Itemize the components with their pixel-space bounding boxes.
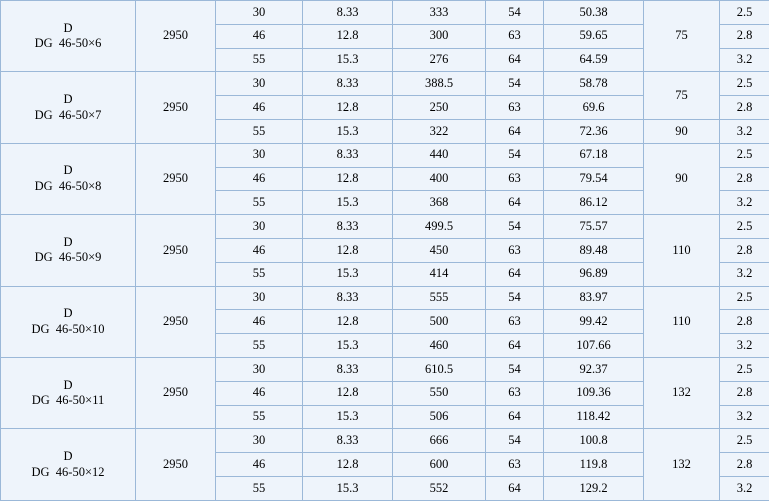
table-row — [1, 357, 769, 381]
cell-c4: 64 — [486, 262, 544, 286]
cell-c1: 30 — [216, 286, 303, 310]
cell-c2: 15.3 — [303, 334, 393, 358]
table-row — [1, 215, 769, 239]
cell-c7: 2.5 — [720, 72, 769, 96]
cell-c4: 63 — [486, 310, 544, 334]
model-line-1: D — [63, 306, 73, 321]
cell-c1: 55 — [216, 191, 303, 215]
cell-c7: 2.8 — [720, 96, 769, 120]
model-line-2: DG 46-50×6 — [34, 36, 102, 51]
cell-c1: 46 — [216, 238, 303, 262]
cell-c4: 64 — [486, 119, 544, 143]
cell-c2: 12.8 — [303, 238, 393, 262]
cell-c2: 12.8 — [303, 381, 393, 405]
cell-c3: 550 — [393, 381, 486, 405]
cell-c1: 55 — [216, 334, 303, 358]
model-line-1: D — [63, 91, 73, 106]
cell-c7: 3.2 — [720, 405, 769, 429]
cell-c4: 63 — [486, 453, 544, 477]
cell-c5: 83.97 — [544, 286, 644, 310]
cell-c7: 3.2 — [720, 48, 769, 72]
cell-c1: 55 — [216, 476, 303, 500]
cell-c1: 30 — [216, 143, 303, 167]
cell-c2: 8.33 — [303, 286, 393, 310]
cell-c1: 30 — [216, 215, 303, 239]
cell-c2: 15.3 — [303, 262, 393, 286]
cell-c3: 506 — [393, 405, 486, 429]
cell-c7: 2.8 — [720, 167, 769, 191]
cell-c4: 64 — [486, 405, 544, 429]
cell-c4: 54 — [486, 143, 544, 167]
model-line-2: DG 46-50×9 — [34, 250, 102, 265]
cell-c2: 8.33 — [303, 72, 393, 96]
cell-c7: 2.8 — [720, 453, 769, 477]
table-row — [1, 143, 769, 167]
cell-c5: 99.42 — [544, 310, 644, 334]
cell-c5: 86.12 — [544, 191, 644, 215]
cell-c5: 64.59 — [544, 48, 644, 72]
table-row — [1, 286, 769, 310]
cell-model — [1, 357, 136, 428]
cell-c2: 12.8 — [303, 24, 393, 48]
cell-c7: 2.5 — [720, 1, 769, 25]
cell-c1: 46 — [216, 381, 303, 405]
cell-c5: 75.57 — [544, 215, 644, 239]
cell-c2: 8.33 — [303, 143, 393, 167]
cell-c2: 8.33 — [303, 429, 393, 453]
cell-speed: 2950 — [136, 72, 216, 143]
cell-motor-power: 75 — [644, 1, 720, 72]
cell-c2: 8.33 — [303, 357, 393, 381]
cell-motor-power: 75 — [644, 72, 720, 120]
cell-c2: 15.3 — [303, 48, 393, 72]
cell-c1: 55 — [216, 405, 303, 429]
cell-c2: 12.8 — [303, 96, 393, 120]
cell-c3: 414 — [393, 262, 486, 286]
cell-c1: 30 — [216, 429, 303, 453]
cell-motor-power: 110 — [644, 215, 720, 286]
cell-motor-power: 132 — [644, 429, 720, 501]
cell-c4: 54 — [486, 357, 544, 381]
model-line-1: D — [63, 377, 73, 392]
cell-c1: 55 — [216, 48, 303, 72]
cell-c2: 15.3 — [303, 476, 393, 500]
cell-c7: 2.5 — [720, 143, 769, 167]
cell-c3: 300 — [393, 24, 486, 48]
cell-c4: 64 — [486, 476, 544, 500]
cell-c5: 100.8 — [544, 429, 644, 453]
model-line-1: D — [63, 20, 73, 35]
cell-c7: 2.8 — [720, 238, 769, 262]
cell-c1: 46 — [216, 453, 303, 477]
cell-c7: 2.5 — [720, 215, 769, 239]
cell-c5: 119.8 — [544, 453, 644, 477]
cell-speed: 2950 — [136, 357, 216, 428]
cell-c4: 64 — [486, 48, 544, 72]
cell-motor-power: 90 — [644, 119, 720, 143]
cell-c4: 54 — [486, 429, 544, 453]
cell-c4: 63 — [486, 381, 544, 405]
cell-c4: 54 — [486, 1, 544, 25]
table-body — [1, 1, 769, 501]
cell-c7: 2.5 — [720, 286, 769, 310]
cell-model — [1, 215, 136, 286]
model-line-2: DG 46-50×10 — [31, 321, 105, 336]
model-line-1: D — [63, 449, 73, 464]
cell-motor-power: 90 — [644, 143, 720, 214]
table-row — [1, 72, 769, 96]
cell-c2: 12.8 — [303, 453, 393, 477]
cell-c2: 12.8 — [303, 310, 393, 334]
cell-motor-power: 132 — [644, 357, 720, 428]
cell-c5: 89.48 — [544, 238, 644, 262]
cell-c5: 69.6 — [544, 96, 644, 120]
cell-c3: 368 — [393, 191, 486, 215]
cell-c7: 3.2 — [720, 476, 769, 500]
cell-c1: 55 — [216, 262, 303, 286]
cell-c3: 555 — [393, 286, 486, 310]
cell-c4: 63 — [486, 238, 544, 262]
cell-c2: 15.3 — [303, 405, 393, 429]
cell-c5: 59.65 — [544, 24, 644, 48]
cell-c1: 46 — [216, 24, 303, 48]
cell-c2: 12.8 — [303, 167, 393, 191]
cell-c7: 3.2 — [720, 334, 769, 358]
cell-c7: 3.2 — [720, 262, 769, 286]
table-row — [1, 1, 769, 25]
cell-c3: 276 — [393, 48, 486, 72]
cell-c3: 450 — [393, 238, 486, 262]
cell-c1: 30 — [216, 1, 303, 25]
cell-speed: 2950 — [136, 429, 216, 501]
cell-c3: 600 — [393, 453, 486, 477]
cell-c4: 63 — [486, 167, 544, 191]
cell-c5: 109.36 — [544, 381, 644, 405]
cell-c3: 460 — [393, 334, 486, 358]
cell-c4: 54 — [486, 215, 544, 239]
cell-c7: 2.8 — [720, 24, 769, 48]
cell-c3: 610.5 — [393, 357, 486, 381]
cell-c3: 499.5 — [393, 215, 486, 239]
cell-c3: 388.5 — [393, 72, 486, 96]
cell-c4: 54 — [486, 72, 544, 96]
cell-c5: 92.37 — [544, 357, 644, 381]
cell-c5: 67.18 — [544, 143, 644, 167]
cell-c7: 2.5 — [720, 429, 769, 453]
cell-model — [1, 143, 136, 214]
cell-c2: 15.3 — [303, 191, 393, 215]
cell-c3: 400 — [393, 167, 486, 191]
cell-c2: 15.3 — [303, 119, 393, 143]
cell-c7: 2.5 — [720, 357, 769, 381]
cell-model — [1, 1, 136, 72]
cell-c4: 63 — [486, 96, 544, 120]
cell-c4: 64 — [486, 334, 544, 358]
cell-c1: 55 — [216, 119, 303, 143]
cell-c1: 46 — [216, 167, 303, 191]
cell-c7: 3.2 — [720, 191, 769, 215]
cell-c7: 2.8 — [720, 381, 769, 405]
cell-c1: 46 — [216, 96, 303, 120]
cell-c4: 63 — [486, 24, 544, 48]
cell-c5: 107.66 — [544, 334, 644, 358]
cell-speed: 2950 — [136, 215, 216, 286]
cell-motor-power: 110 — [644, 286, 720, 357]
cell-c4: 54 — [486, 286, 544, 310]
cell-model — [1, 286, 136, 357]
cell-model — [1, 429, 136, 501]
model-line-2: DG 46-50×12 — [31, 464, 105, 479]
cell-c2: 8.33 — [303, 215, 393, 239]
cell-c5: 58.78 — [544, 72, 644, 96]
cell-c1: 46 — [216, 310, 303, 334]
model-line-2: DG 46-50×7 — [34, 107, 102, 122]
cell-c3: 500 — [393, 310, 486, 334]
cell-c3: 666 — [393, 429, 486, 453]
cell-c3: 322 — [393, 119, 486, 143]
cell-c5: 79.54 — [544, 167, 644, 191]
cell-c1: 30 — [216, 72, 303, 96]
cell-c5: 50.38 — [544, 1, 644, 25]
cell-c1: 30 — [216, 357, 303, 381]
cell-c3: 440 — [393, 143, 486, 167]
cell-c4: 64 — [486, 191, 544, 215]
cell-c5: 96.89 — [544, 262, 644, 286]
cell-c3: 552 — [393, 476, 486, 500]
cell-c3: 250 — [393, 96, 486, 120]
model-line-1: D — [63, 163, 73, 178]
cell-speed: 2950 — [136, 143, 216, 214]
cell-model — [1, 72, 136, 143]
cell-speed: 2950 — [136, 286, 216, 357]
cell-c5: 118.42 — [544, 405, 644, 429]
model-line-1: D — [63, 234, 73, 249]
cell-c5: 72.36 — [544, 119, 644, 143]
cell-c7: 2.8 — [720, 310, 769, 334]
cell-c7: 3.2 — [720, 119, 769, 143]
cell-speed: 2950 — [136, 1, 216, 72]
cell-c3: 333 — [393, 1, 486, 25]
cell-c5: 129.2 — [544, 476, 644, 500]
table-row — [1, 429, 769, 453]
model-line-2: DG 46-50×8 — [34, 178, 102, 193]
cell-c2: 8.33 — [303, 1, 393, 25]
model-line-2: DG 46-50×11 — [31, 393, 105, 408]
